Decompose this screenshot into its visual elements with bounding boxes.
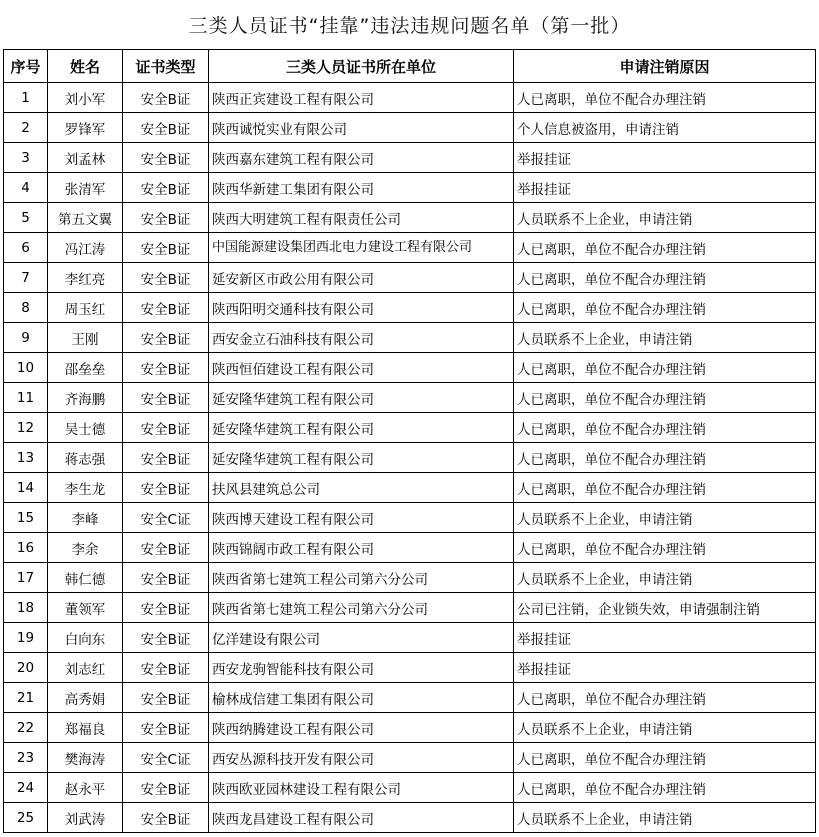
cell-name: 刘孟林 bbox=[48, 143, 123, 173]
cell-unit: 陕西欧亚园林建设工程有限公司 bbox=[209, 773, 514, 803]
cell-number: 16 bbox=[4, 533, 48, 563]
cell-name: 李生龙 bbox=[48, 473, 123, 503]
cell-cert-type: 安全C证 bbox=[123, 503, 209, 533]
cell-unit: 亿洋建设有限公司 bbox=[209, 623, 514, 653]
cell-name: 刘武涛 bbox=[48, 803, 123, 833]
cell-unit: 陕西阳明交通科技有限公司 bbox=[209, 293, 514, 323]
cell-number: 17 bbox=[4, 563, 48, 593]
cell-cert-type: 安全B证 bbox=[123, 653, 209, 683]
cell-unit: 陕西恒佰建设工程有限公司 bbox=[209, 353, 514, 383]
cell-number: 18 bbox=[4, 593, 48, 623]
cell-name: 第五文翼 bbox=[48, 203, 123, 233]
cell-reason: 人已离职，单位不配合办理注销 bbox=[514, 83, 816, 113]
header-unit: 三类人员证书所在单位 bbox=[209, 50, 514, 83]
cell-reason: 人员联系不上企业，申请注销 bbox=[514, 323, 816, 353]
name-list-table bbox=[3, 49, 816, 833]
cell-name: 韩仁德 bbox=[48, 563, 123, 593]
cell-unit: 西安龙驹智能科技有限公司 bbox=[209, 653, 514, 683]
header-reason: 申请注销原因 bbox=[514, 50, 816, 83]
cell-name: 周玉红 bbox=[48, 293, 123, 323]
table-row bbox=[4, 533, 816, 563]
cell-unit: 陕西龙昌建设工程有限公司 bbox=[209, 803, 514, 833]
cell-name: 刘志红 bbox=[48, 653, 123, 683]
cell-cert-type: 安全B证 bbox=[123, 623, 209, 653]
cell-number: 4 bbox=[4, 173, 48, 203]
cell-number: 3 bbox=[4, 143, 48, 173]
cell-reason: 举报挂证 bbox=[514, 623, 816, 653]
cell-unit: 延安隆华建筑工程有限公司 bbox=[209, 443, 514, 473]
table-row bbox=[4, 653, 816, 683]
cell-reason: 人已离职，单位不配合办理注销 bbox=[514, 473, 816, 503]
cell-cert-type: 安全B证 bbox=[123, 113, 209, 143]
table-row bbox=[4, 323, 816, 353]
table-row bbox=[4, 383, 816, 413]
cell-reason: 人已离职，单位不配合办理注销 bbox=[514, 533, 816, 563]
cell-reason: 人已离职，单位不配合办理注销 bbox=[514, 353, 816, 383]
cell-cert-type: 安全B证 bbox=[123, 593, 209, 623]
cell-cert-type: 安全B证 bbox=[123, 773, 209, 803]
document-title: 三类人员证书“挂靠”违法违规问题名单（第一批） bbox=[188, 15, 631, 37]
cell-unit: 陕西纳腾建设工程有限公司 bbox=[209, 713, 514, 743]
cell-unit: 陕西博天建设工程有限公司 bbox=[209, 503, 514, 533]
table-row bbox=[4, 563, 816, 593]
table-row bbox=[4, 593, 816, 623]
cell-name: 邵垒垒 bbox=[48, 353, 123, 383]
cell-cert-type: 安全B证 bbox=[123, 173, 209, 203]
table-row bbox=[4, 263, 816, 293]
cell-cert-type: 安全B证 bbox=[123, 293, 209, 323]
table-row bbox=[4, 473, 816, 503]
cell-cert-type: 安全B证 bbox=[123, 803, 209, 833]
table-row bbox=[4, 83, 816, 113]
table-row bbox=[4, 413, 816, 443]
cell-reason: 人已离职，单位不配合办理注销 bbox=[514, 263, 816, 293]
cell-cert-type: 安全B证 bbox=[123, 713, 209, 743]
cell-number: 13 bbox=[4, 443, 48, 473]
table-row bbox=[4, 353, 816, 383]
cell-reason: 人已离职，单位不配合办理注销 bbox=[514, 383, 816, 413]
table-row bbox=[4, 713, 816, 743]
cell-number: 9 bbox=[4, 323, 48, 353]
cell-reason: 人已离职，单位不配合办理注销 bbox=[514, 683, 816, 713]
cell-number: 12 bbox=[4, 413, 48, 443]
table-row bbox=[4, 683, 816, 713]
table-row bbox=[4, 113, 816, 143]
table-row bbox=[4, 233, 816, 263]
table-row bbox=[4, 623, 816, 653]
cell-number: 2 bbox=[4, 113, 48, 143]
cell-cert-type: 安全B证 bbox=[123, 323, 209, 353]
cell-name: 赵永平 bbox=[48, 773, 123, 803]
cell-name: 蒋志强 bbox=[48, 443, 123, 473]
cell-number: 20 bbox=[4, 653, 48, 683]
cell-number: 15 bbox=[4, 503, 48, 533]
cell-cert-type: 安全B证 bbox=[123, 263, 209, 293]
cell-unit: 陕西省第七建筑工程公司第六分公司 bbox=[209, 593, 514, 623]
header-cert-type: 证书类型 bbox=[123, 50, 209, 83]
cell-reason: 人已离职，单位不配合办理注销 bbox=[514, 413, 816, 443]
cell-cert-type: 安全B证 bbox=[123, 533, 209, 563]
cell-reason: 人员联系不上企业，申请注销 bbox=[514, 203, 816, 233]
cell-number: 21 bbox=[4, 683, 48, 713]
cell-name: 樊海涛 bbox=[48, 743, 123, 773]
cell-number: 6 bbox=[4, 233, 48, 263]
cell-cert-type: 安全B证 bbox=[123, 473, 209, 503]
cell-name: 罗锋军 bbox=[48, 113, 123, 143]
cell-unit: 扶风县建筑总公司 bbox=[209, 473, 514, 503]
cell-reason: 人已离职，单位不配合办理注销 bbox=[514, 293, 816, 323]
table-row bbox=[4, 173, 816, 203]
cell-unit: 陕西大明建筑工程有限责任公司 bbox=[209, 203, 514, 233]
cell-reason: 人员联系不上企业，申请注销 bbox=[514, 713, 816, 743]
cell-unit: 榆林成信建工集团有限公司 bbox=[209, 683, 514, 713]
cell-reason: 个人信息被盗用，申请注销 bbox=[514, 113, 816, 143]
cell-name: 高秀娟 bbox=[48, 683, 123, 713]
cell-cert-type: 安全B证 bbox=[123, 563, 209, 593]
cell-name: 冯江涛 bbox=[48, 233, 123, 263]
cell-reason: 人已离职，单位不配合办理注销 bbox=[514, 743, 816, 773]
cell-unit: 陕西正宾建设工程有限公司 bbox=[209, 83, 514, 113]
cell-name: 王刚 bbox=[48, 323, 123, 353]
cell-number: 5 bbox=[4, 203, 48, 233]
cell-name: 吴士德 bbox=[48, 413, 123, 443]
table-row bbox=[4, 503, 816, 533]
table-row bbox=[4, 293, 816, 323]
cell-cert-type: 安全B证 bbox=[123, 683, 209, 713]
cell-cert-type: 安全B证 bbox=[123, 143, 209, 173]
cell-reason: 举报挂证 bbox=[514, 173, 816, 203]
cell-number: 10 bbox=[4, 353, 48, 383]
cell-unit: 陕西锦阔市政工程有限公司 bbox=[209, 533, 514, 563]
cell-unit: 中国能源建设集团西北电力建设工程有限公司 bbox=[209, 233, 514, 263]
cell-number: 24 bbox=[4, 773, 48, 803]
table-row bbox=[4, 803, 816, 833]
cell-number: 8 bbox=[4, 293, 48, 323]
cell-number: 14 bbox=[4, 473, 48, 503]
cell-unit: 陕西诚悦实业有限公司 bbox=[209, 113, 514, 143]
cell-name: 刘小军 bbox=[48, 83, 123, 113]
cell-cert-type: 安全B证 bbox=[123, 83, 209, 113]
cell-name: 齐海鹏 bbox=[48, 383, 123, 413]
cell-unit: 西安丛源科技开发有限公司 bbox=[209, 743, 514, 773]
cell-reason: 人员联系不上企业，申请注销 bbox=[514, 563, 816, 593]
table-row bbox=[4, 743, 816, 773]
cell-unit: 陕西省第七建筑工程公司第六分公司 bbox=[209, 563, 514, 593]
cell-cert-type: 安全C证 bbox=[123, 743, 209, 773]
cell-name: 李余 bbox=[48, 533, 123, 563]
cell-name: 张清军 bbox=[48, 173, 123, 203]
cell-reason: 举报挂证 bbox=[514, 143, 816, 173]
cell-number: 22 bbox=[4, 713, 48, 743]
table-row bbox=[4, 773, 816, 803]
cell-cert-type: 安全B证 bbox=[123, 353, 209, 383]
cell-unit: 陕西华新建工集团有限公司 bbox=[209, 173, 514, 203]
cell-reason: 举报挂证 bbox=[514, 653, 816, 683]
cell-number: 23 bbox=[4, 743, 48, 773]
table-row bbox=[4, 143, 816, 173]
cell-reason: 人已离职，单位不配合办理注销 bbox=[514, 443, 816, 473]
cell-cert-type: 安全B证 bbox=[123, 443, 209, 473]
cell-reason: 公司已注销，企业锁失效，申请强制注销 bbox=[514, 593, 816, 623]
cell-reason: 人员联系不上企业，申请注销 bbox=[514, 503, 816, 533]
table-header-row bbox=[4, 50, 816, 83]
cell-name: 董领军 bbox=[48, 593, 123, 623]
cell-cert-type: 安全B证 bbox=[123, 203, 209, 233]
cell-number: 7 bbox=[4, 263, 48, 293]
cell-reason: 人已离职，单位不配合办理注销 bbox=[514, 773, 816, 803]
cell-number: 1 bbox=[4, 83, 48, 113]
table-row bbox=[4, 443, 816, 473]
cell-unit: 西安金立石油科技有限公司 bbox=[209, 323, 514, 353]
cell-name: 郑福良 bbox=[48, 713, 123, 743]
cell-unit: 延安隆华建筑工程有限公司 bbox=[209, 383, 514, 413]
header-number: 序号 bbox=[4, 50, 48, 83]
cell-unit: 延安新区市政公用有限公司 bbox=[209, 263, 514, 293]
cell-unit: 延安隆华建筑工程有限公司 bbox=[209, 413, 514, 443]
cell-reason: 人员联系不上企业，申请注销 bbox=[514, 803, 816, 833]
cell-name: 李红亮 bbox=[48, 263, 123, 293]
cell-number: 19 bbox=[4, 623, 48, 653]
cell-number: 11 bbox=[4, 383, 48, 413]
cell-cert-type: 安全B证 bbox=[123, 413, 209, 443]
header-name: 姓名 bbox=[48, 50, 123, 83]
cell-cert-type: 安全B证 bbox=[123, 233, 209, 263]
cell-name: 白向东 bbox=[48, 623, 123, 653]
cell-reason: 人已离职，单位不配合办理注销 bbox=[514, 233, 816, 263]
cell-cert-type: 安全B证 bbox=[123, 383, 209, 413]
cell-name: 李峰 bbox=[48, 503, 123, 533]
table-row bbox=[4, 203, 816, 233]
cell-number: 25 bbox=[4, 803, 48, 833]
cell-unit: 陕西嘉东建筑工程有限公司 bbox=[209, 143, 514, 173]
